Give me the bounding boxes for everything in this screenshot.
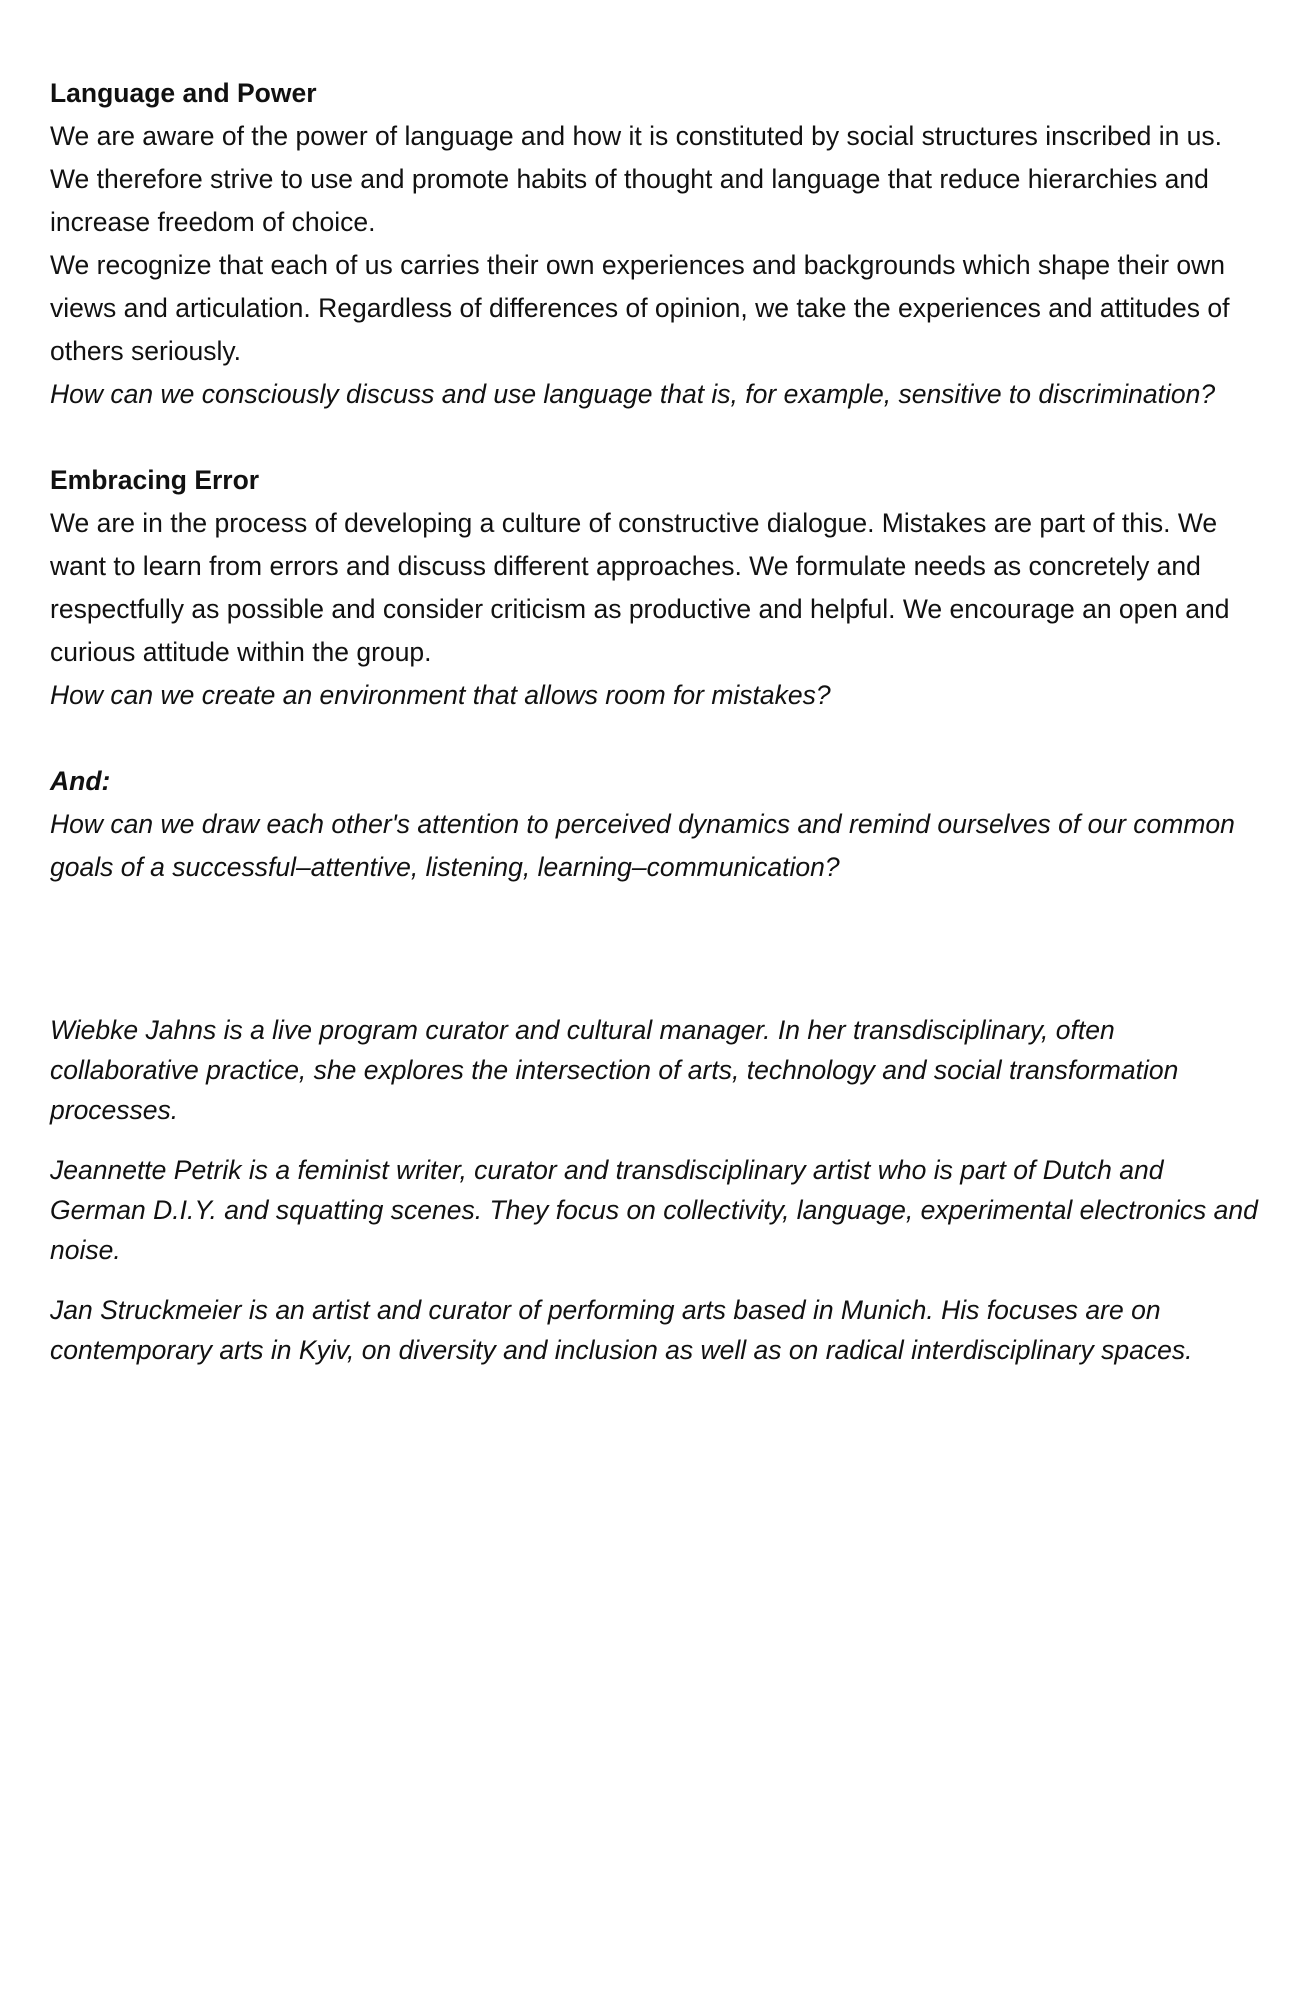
section-closing (50, 760, 1260, 889)
author-bio: Jeannette Petrik is a feminist writer, curator and transdisciplinary artist who is part of Dutch and German D.I.Y. and squatting scenes. They focus on collectivity, language, experimental electronics and noise. (50, 1155, 1258, 1265)
body-paragraph: We recognize that each of us carries their own experiences and backgrounds which shape their own views and articulation. Regardless of differences of opinion, we take the experiences and attitudes of others seriously. (50, 250, 1230, 366)
section-heading: Language and Power (50, 78, 317, 108)
section-spacer (50, 717, 1260, 760)
section-heading: Embracing Error (50, 465, 260, 495)
closing-heading: And: (50, 766, 111, 796)
bios-spacer (50, 889, 1260, 1010)
section-embracing-error (50, 459, 1260, 717)
closing-question: How can we draw each other's attention to perceived dynamics and remind ourselves of our common goals of a successful–attentive, listening, learning–communication? (50, 809, 1235, 882)
body-paragraph: We are aware of the power of language and how it is constituted by social structures inscribed in us. We therefore strive to use and promote habits of thought and language that reduce hierarchies and increase freedom of choice. (50, 121, 1223, 237)
author-bios (50, 1010, 1260, 1370)
section-spacer (50, 416, 1260, 459)
section-language-and-power (50, 72, 1260, 416)
author-bio: Wiebke Jahns is a live program curator and cultural manager. In her transdisciplinary, often collaborative practice, she explores the intersection of arts, technology and social transformation processes. (50, 1015, 1179, 1125)
document-page (50, 72, 1260, 1390)
reflection-question: How can we create an environment that allows room for mistakes? (50, 680, 831, 710)
body-paragraph: We are in the process of developing a culture of constructive dialogue. Mistakes are part of this. We want to learn from errors and discuss different approaches. We formulate needs as concretely and respectfully as possible and consider criticism as productive and helpful. We encourage an open and curious attitude within the group. (50, 508, 1230, 667)
author-bio: Jan Struckmeier is an artist and curator of performing arts based in Munich. His focuses are on contemporary arts in Kyiv, on diversity and inclusion as well as on radical interdisciplinary spaces. (50, 1295, 1193, 1365)
reflection-question: How can we consciously discuss and use language that is, for example, sensitive to discrimination? (50, 379, 1216, 409)
